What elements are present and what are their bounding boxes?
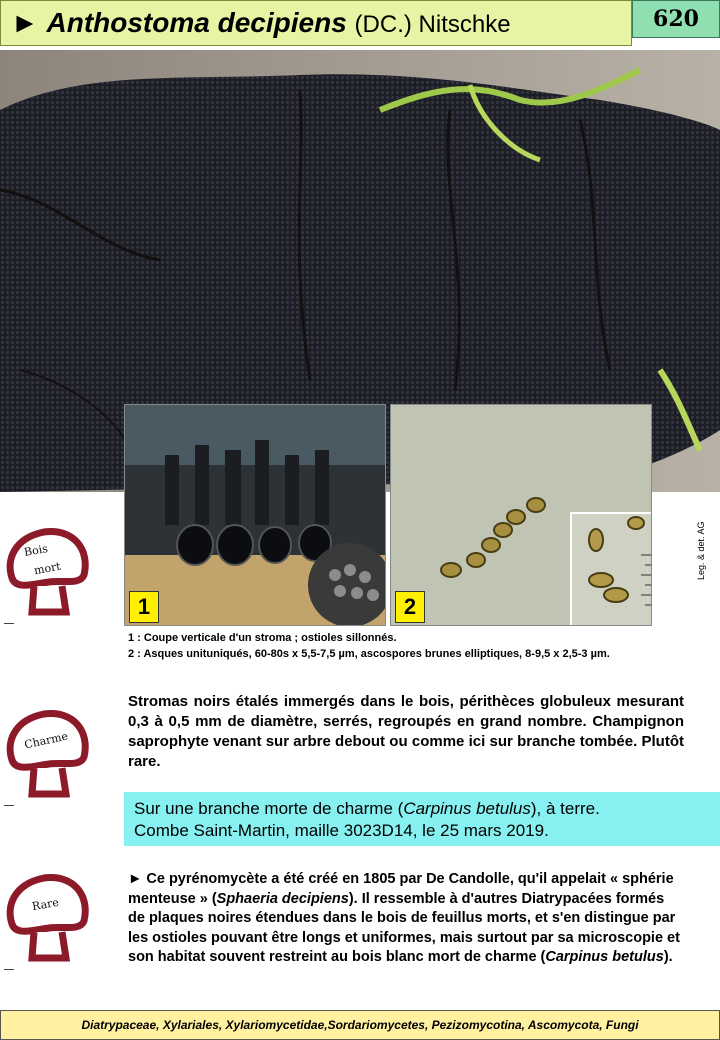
habitat-line-2: Combe Saint-Martin, maille 3023D14, le 25 mars 2019. [134,821,549,840]
badge-charme [4,702,94,802]
habitat-line-1 [134,798,710,820]
history-note [128,870,684,968]
badge-label-line1: Bois [23,542,49,559]
habitat-text: ), à terre. [530,799,600,818]
mushroom-icon [4,866,94,966]
badge-dash [4,805,14,806]
note-latin-name: Carpinus betulus [545,949,664,965]
inset-number-1: 1 [129,591,159,623]
badge-bois-mort [4,520,94,620]
badge-label-line2: mort [33,559,62,578]
badge-label: Charme [23,729,70,752]
badge-dash [4,623,14,624]
microscopy-photo-image [391,405,652,626]
page-title [11,7,511,39]
collector-credit: Leg. & det. AG [696,521,706,580]
species-author: (DC.) Nitschke [354,11,511,38]
title-bar [0,0,632,46]
inset-photo-2 [390,404,652,626]
note-text: ). Il ressemble à d'autres Diatrypacées formés de plaques noires étendues dans le bois de feuillus morts, et s'en distingue par les ostioles pouvant être longs et uniformes, mais surtout par sa microscopie et son habitat souvent restreint au bois blanc mort de charme ( [128,890,680,965]
sheet-number-box [632,0,720,38]
mushroom-icon [4,702,94,802]
title-arrow: ► [11,7,39,38]
badge-rare [4,866,94,966]
caption-2: 2 : Asques unituniqués, 60-80s x 5,5-7,5 µm, ascospores brunes elliptiques, 8-9,5 x 2,5-3 µm. [128,648,610,660]
badge-label: Rare [31,895,60,914]
section-photo-image [125,405,386,626]
sheet-number: 620 [653,6,699,32]
inset-number-2: 2 [395,591,425,623]
photo-captions [128,630,610,662]
habitat-box [124,792,720,846]
note-text: ). [663,949,673,965]
species-name: Anthostoma decipiens [46,7,347,38]
description-text: Stromas noirs étalés immergés dans le bois, périthèces globuleux mesurant 0,3 à 0,5 mm de diamètre, serrés, regroupés en grand nombre. Champignon saprophyte venant sur arbre debout ou comme ici sur branche tombée. Plutôt rare. [128,693,684,770]
taxonomy-footer: Diatrypaceae, Xylariales, Xylariomycetidae,Sordariomycetes, Pezizomycotina, Ascomycota, Fungi [0,1010,720,1040]
inset-photo-1 [124,404,386,626]
note-latin-name: Sphaeria decipiens [216,890,349,907]
caption-1: 1 : Coupe verticale d'un stroma ; ostioles sillonnés. [128,632,397,644]
note-text: ► Ce pyrénomycète a été créé en 1805 par De Candolle, qu'il appelait « sphérie menteuse » ( [128,871,674,907]
habitat-latin-name: Carpinus betulus [403,799,531,818]
badge-dash [4,969,14,970]
habitat-text: Sur une branche morte de charme ( [134,799,404,818]
